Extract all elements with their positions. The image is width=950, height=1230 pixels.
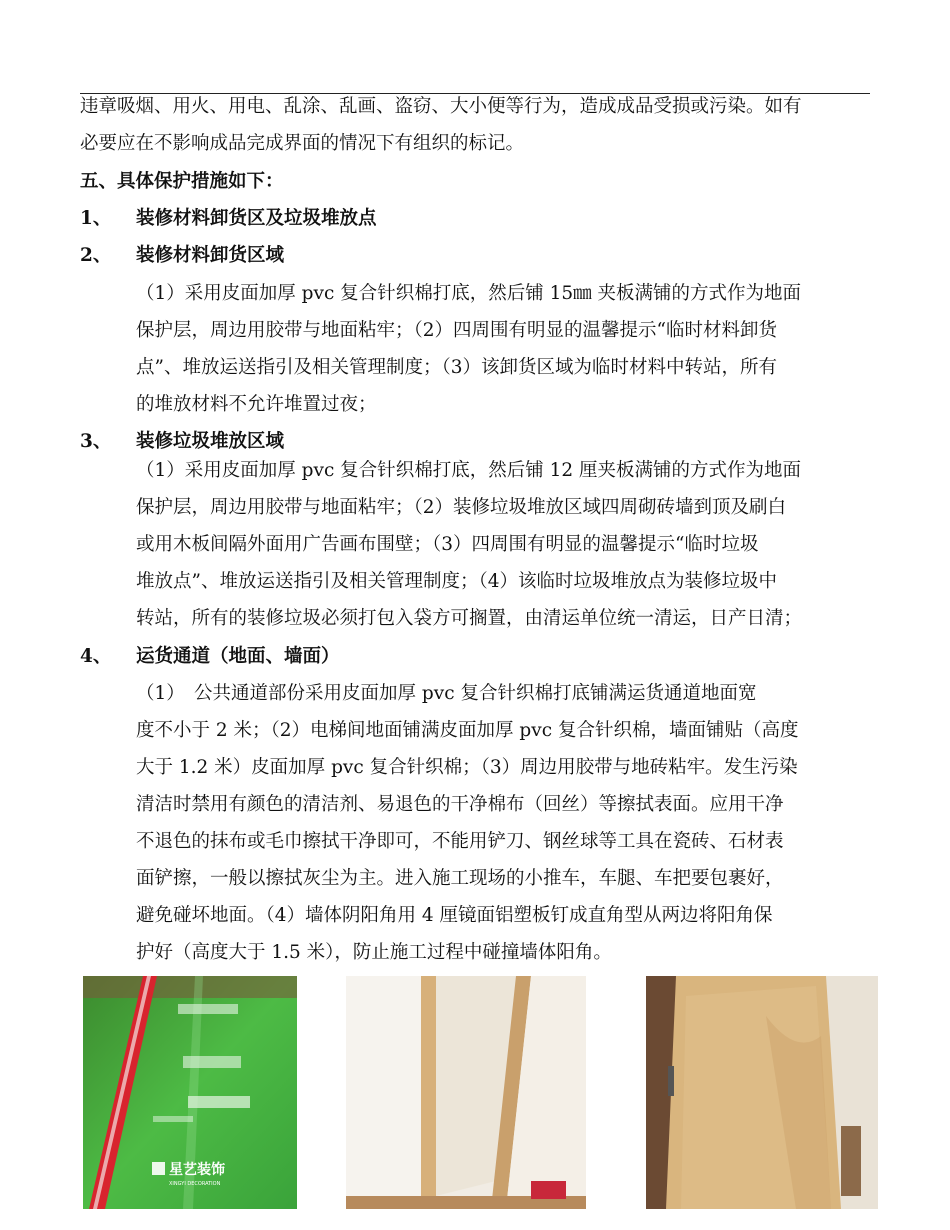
item-4-line-5: 不退色的抹布或毛巾擦拭干净即可，不能用铲刀、钢丝球等工具在瓷砖、石材表: [136, 831, 784, 852]
item-2-number: 2、: [80, 245, 112, 266]
item-4-line-2: 度不小于 2 米；（2）电梯间地面铺满皮面加厚 pvc 复合针织棉，墙面铺贴（高度: [136, 720, 799, 741]
item-1-number: 1、: [80, 208, 112, 229]
item-4-line-1: （1） 公共通道部份采用皮面加厚 pvc 复合针织棉打底铺满运货通道地面宽: [136, 683, 757, 704]
item-2-line-3: 点”、堆放运送指引及相关管理制度；（3）该卸货区域为临时材料中转站，所有: [136, 357, 777, 378]
section-heading: 五、具体保护措施如下：: [80, 171, 284, 192]
item-4-number: 4、: [80, 646, 112, 667]
item-3-number: 3、: [80, 431, 112, 452]
item-3-line-3: 或用木板间隔外面用广告画布围壁；（3）四周围有明显的温馨提示“临时垃圾: [136, 534, 759, 555]
intro-line-1: 违章吸烟、用火、用电、乱涂、乱画、盗窃、大小便等行为，造成成品受损或污染。如有: [80, 96, 802, 117]
item-3-line-5: 转站，所有的装修垃圾必须打包入袋方可搁置，由清运单位统一清运，日产日清；: [136, 608, 803, 629]
item-4-title: 运货通道（地面、墙面）: [136, 646, 340, 667]
photo-corner-protection: [346, 976, 586, 1209]
item-2-line-4: 的堆放材料不允许堆置过夜；: [136, 394, 377, 415]
photo-brand-subtext: XINGYI DECORATION: [169, 1181, 221, 1187]
item-2-line-1: （1）采用皮面加厚 pvc 复合针织棉打底，然后铺 15㎜ 夹板满铺的方式作为地面: [136, 283, 801, 304]
item-3-line-1: （1）采用皮面加厚 pvc 复合针织棉打底，然后铺 12 厘夹板满铺的方式作为地面: [136, 460, 801, 481]
item-4-line-8: 护好（高度大于 1.5 米），防止施工过程中碰撞墙体阳角。: [136, 942, 612, 963]
item-3-line-2: 保护层，周边用胶带与地面粘牢；（2）装修垃圾堆放区域四周砌砖墙到顶及刷白: [136, 497, 787, 518]
item-2-title: 装修材料卸货区域: [136, 245, 285, 266]
intro-line-2: 必要应在不影响成品完成界面的情况下有组织的标记。: [80, 133, 525, 154]
item-1-title: 装修材料卸货区及垃圾堆放点: [136, 208, 377, 229]
item-4-line-6: 面铲擦，一般以擦拭灰尘为主。进入施工现场的小推车，车腿、车把要包裹好，: [136, 868, 784, 889]
photo-brand-text: 星艺装饰: [169, 1162, 225, 1178]
header-rule: [80, 93, 870, 94]
item-2-line-2: 保护层，周边用胶带与地面粘牢；（2）四周围有明显的温馨提示“临时材料卸货: [136, 320, 777, 341]
item-4-line-7: 避免碰坏地面。（4）墙体阴阳角用 4 厘镜面铝塑板钉成直角型从两边将阳角保: [136, 905, 773, 926]
item-4-line-4: 清洁时禁用有颜色的清洁剂、易退色的干净棉布（回丝）等擦拭表面。应用干净: [136, 794, 784, 815]
item-3-line-4: 堆放点”、堆放运送指引及相关管理制度；（4）该临时垃圾堆放点为装修垃圾中: [136, 571, 777, 592]
item-3-title: 装修垃圾堆放区域: [136, 431, 285, 452]
photo-floor-protection: [83, 976, 297, 1209]
item-4-line-3: 大于 1.2 米）皮面加厚 pvc 复合针织棉；（3）周边用胶带与地砖粘牢。发生污染: [136, 757, 798, 778]
photo-wall-protection: [646, 976, 878, 1209]
